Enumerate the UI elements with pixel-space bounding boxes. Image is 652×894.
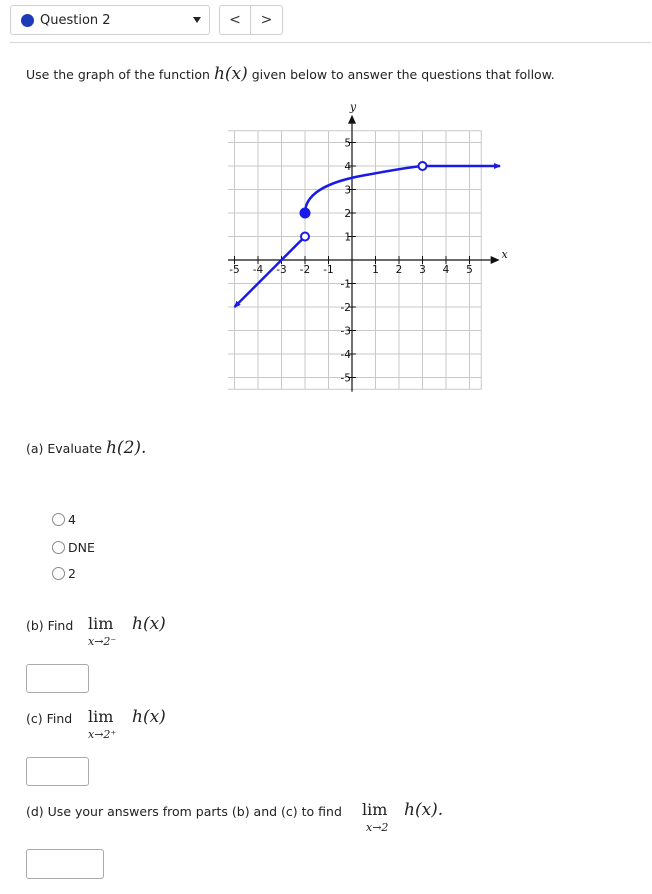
part-a-options <box>52 510 95 582</box>
part-a-expression: h(2). <box>105 438 147 458</box>
part-d-expression: h(x). <box>404 800 444 820</box>
question-intro <box>26 64 555 84</box>
y-tick-label: -4 <box>340 349 351 361</box>
intro-suffix: given below to answer the questions that follow. <box>251 67 555 82</box>
header-divider <box>10 42 651 43</box>
part-d-lim: lim <box>362 800 388 819</box>
part-b-prompt <box>26 618 73 633</box>
x-tick-label: 1 <box>372 264 379 276</box>
filled-point <box>301 209 310 218</box>
part-b-label: (b) Find <box>26 618 74 633</box>
x-tick-label: -3 <box>276 264 287 276</box>
part-c-lim-subscript: x→2⁺ <box>88 728 117 741</box>
function-graph <box>228 100 510 396</box>
next-question-button[interactable]: > <box>251 5 283 35</box>
question-nav <box>219 5 283 35</box>
y-tick-label: 5 <box>344 137 351 150</box>
option-dne[interactable] <box>52 538 95 556</box>
option-label: 4 <box>68 511 76 527</box>
part-b-lim-subscript: x→2⁻ <box>88 635 117 648</box>
y-axis-arrow <box>348 115 356 124</box>
radio-button[interactable] <box>52 513 65 526</box>
intro-prefix: Use the graph of the function <box>26 67 210 82</box>
y-tick-label: -1 <box>340 278 351 291</box>
part-b-lim: lim <box>88 614 114 633</box>
graph-labels <box>229 101 508 385</box>
x-tick-label: 3 <box>419 264 426 276</box>
graph-curves <box>235 162 501 307</box>
part-d-label: (d) Use your answers from parts (b) and (c) to find <box>26 804 342 819</box>
y-axis-label: y <box>349 100 357 114</box>
part-c-answer-input[interactable] <box>26 757 89 786</box>
part-b-expression: h(x) <box>132 614 166 634</box>
chevron-down-icon <box>193 17 201 23</box>
x-axis-arrow <box>491 256 500 264</box>
part-d-prompt <box>26 804 342 819</box>
left-ray <box>235 237 306 308</box>
open-point <box>419 162 427 170</box>
part-a-prompt <box>26 438 146 458</box>
status-dot-icon <box>21 14 34 27</box>
open-point <box>301 233 309 241</box>
x-tick-label: -4 <box>252 264 264 276</box>
prev-question-button[interactable]: < <box>219 5 251 35</box>
graph-axes <box>228 115 500 392</box>
question-select[interactable] <box>10 5 210 35</box>
y-tick-label: -2 <box>340 302 351 314</box>
part-c-expression: h(x) <box>132 707 166 727</box>
part-d-lim-subscript: x→2 <box>366 821 389 834</box>
x-tick-label: 5 <box>466 264 473 276</box>
x-tick-label: 4 <box>442 264 450 276</box>
part-b-answer-input[interactable] <box>26 664 89 693</box>
part-c-lim: lim <box>88 707 114 726</box>
x-tick-label: -2 <box>299 264 311 276</box>
y-tick-label: -3 <box>340 325 351 338</box>
x-tick-label: -5 <box>229 264 240 276</box>
intro-function: h(x) <box>213 64 248 84</box>
radio-button[interactable] <box>52 567 65 580</box>
y-tick-label: 3 <box>344 184 351 197</box>
x-tick-label: -1 <box>323 264 334 276</box>
part-c-label: (c) Find <box>26 711 73 726</box>
x-tick-label: 2 <box>395 264 403 276</box>
y-tick-label: 4 <box>344 161 351 173</box>
y-tick-label: 1 <box>344 231 351 244</box>
radio-button[interactable] <box>52 541 65 554</box>
part-d-answer-input[interactable] <box>26 849 104 879</box>
y-tick-label: -5 <box>340 372 351 385</box>
part-c-prompt <box>26 711 72 726</box>
part-a-label: (a) Evaluate <box>26 441 102 456</box>
option-label: DNE <box>68 539 95 555</box>
x-axis-label: x <box>501 248 508 261</box>
option-2[interactable] <box>52 564 95 582</box>
option-4[interactable] <box>52 510 95 528</box>
option-label: 2 <box>68 565 76 581</box>
question-label: Question 2 <box>40 12 111 28</box>
y-tick-label: 2 <box>344 208 351 220</box>
